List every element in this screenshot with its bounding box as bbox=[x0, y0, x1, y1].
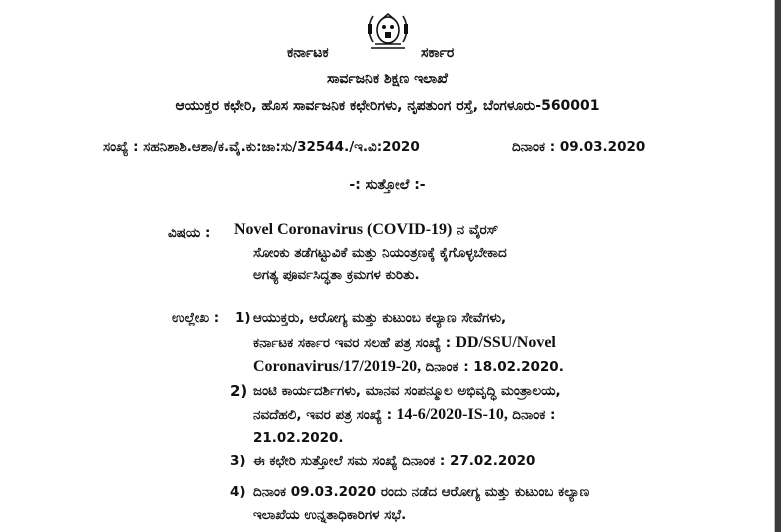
reference-1-line-1: ಆಯುಕ್ತರು, ಆರೋಗ್ಯ ಮತ್ತು ಕುಟುಂಬ ಕಲ್ಯಾಣ ಸೇವೆಗಳು, bbox=[253, 310, 507, 326]
reference-2-line-1: ಜಂಟಿ ಕಾರ್ಯದರ್ಶಿಗಳು, ಮಾನವ ಸಂಪನ್ಮೂಲ ಅಭಿವೃದ್ಧಿ ಮಂತ್ರಾಲಯ, bbox=[253, 383, 561, 399]
reference-4-line-2: ಇಲಾಖೆಯ ಉನ್ನತಾಧಿಕಾರಿಗಳ ಸಭೆ. bbox=[253, 507, 407, 523]
subject-label: ವಿಷಯ : bbox=[168, 225, 211, 241]
header-state-right: ಸರ್ಕಾರ bbox=[421, 45, 455, 61]
reference-3-number: 3) bbox=[230, 453, 246, 469]
header-state-left: ಕರ್ನಾಟಕ bbox=[287, 45, 329, 61]
scan-edge bbox=[775, 0, 781, 532]
reference-2-line-2 bbox=[253, 406, 555, 424]
subject-line-1 bbox=[234, 221, 498, 239]
reference-1-line-3 bbox=[253, 358, 564, 376]
circular-number: ಸಂಖ್ಯೆ : ಸಹನಿಶಾಶಿ.ಆಶಾ/ಕ.ವೈ.ಕು:ಜಾ:ಸು/32544./ಇ.ವಿ:2020 bbox=[103, 139, 420, 155]
references-label: ಉಲ್ಲೇಖ : bbox=[172, 310, 220, 326]
reference-2-line-2-date-label: ದಿನಾಂಕ : bbox=[512, 407, 556, 423]
reference-1-line-3-date: ದಿನಾಂಕ : 18.02.2020. bbox=[425, 359, 564, 375]
reference-2-number: 2) bbox=[230, 382, 248, 400]
reference-1-line-2 bbox=[253, 334, 556, 352]
circular-title: -: ಸುತ್ತೋಲೆ :- bbox=[349, 177, 426, 193]
reference-2-line-3: 21.02.2020. bbox=[253, 430, 344, 446]
subject-english: Novel Coronavirus (COVID-19) bbox=[234, 221, 453, 238]
reference-3-line-1: ಈ ಕಛೇರಿ ಸುತ್ತೋಲೆ ಸಮ ಸಂಖ್ಯೆ ದಿನಾಂಕ : 27.02.2020 bbox=[253, 453, 536, 469]
department-name: ಸಾರ್ವಜನಿಕ ಶಿಕ್ಷಣ ಇಲಾಖೆ bbox=[327, 71, 448, 87]
subject-kannada-tail: ನ ವೈರಸ್ bbox=[456, 222, 499, 238]
reference-4-number: 4) bbox=[230, 484, 246, 500]
reference-4-line-1: ದಿನಾಂಕ 09.03.2020 ರಂದು ನಡೆದ ಆರೋಗ್ಯ ಮತ್ತು ಕುಟುಂಬ ಕಲ್ಯಾಣ bbox=[253, 484, 590, 500]
circular-date: ದಿನಾಂಕ : 09.03.2020 bbox=[512, 139, 646, 155]
reference-1-line-3-english: Coronavirus/17/2019-20, bbox=[253, 358, 422, 375]
reference-1-line-2-kannada: ಕರ್ನಾಟಕ ಸರ್ಕಾರ ಇವರ ಸಲಹೆ ಪತ್ರ ಸಂಖ್ಯೆ : bbox=[253, 335, 452, 351]
subject-line-3: ಅಗತ್ಯ ಪೂರ್ವಸಿದ್ಧತಾ ಕ್ರಮಗಳ ಕುರಿತು. bbox=[253, 267, 420, 283]
reference-2-line-2-english: 14-6/2020-IS-10, bbox=[396, 406, 508, 423]
reference-2-line-2-kannada: ನವದೆಹಲಿ, ಇವರ ಪತ್ರ ಸಂಖ್ಯೆ : bbox=[253, 407, 393, 423]
reference-1-number: 1) bbox=[235, 310, 251, 326]
office-address: ಆಯುಕ್ತರ ಕಛೇರಿ, ಹೊಸ ಸಾರ್ವಜನಿಕ ಕಛೇರಿಗಳು, ನೃಪತುಂಗ ರಸ್ತೆ, ಬೆಂಗಳೂರು-560001 bbox=[175, 98, 600, 114]
reference-1-line-2-english: DD/SSU/Novel bbox=[455, 334, 556, 351]
government-emblem-icon bbox=[363, 10, 413, 52]
subject-line-2: ಸೋಂಕು ತಡೆಗಟ್ಟುವಿಕೆ ಮತ್ತು ನಿಯಂತ್ರಣಕ್ಕೆ ಕೈಗೊಳ್ಳಬೇಕಾದ bbox=[253, 245, 507, 261]
